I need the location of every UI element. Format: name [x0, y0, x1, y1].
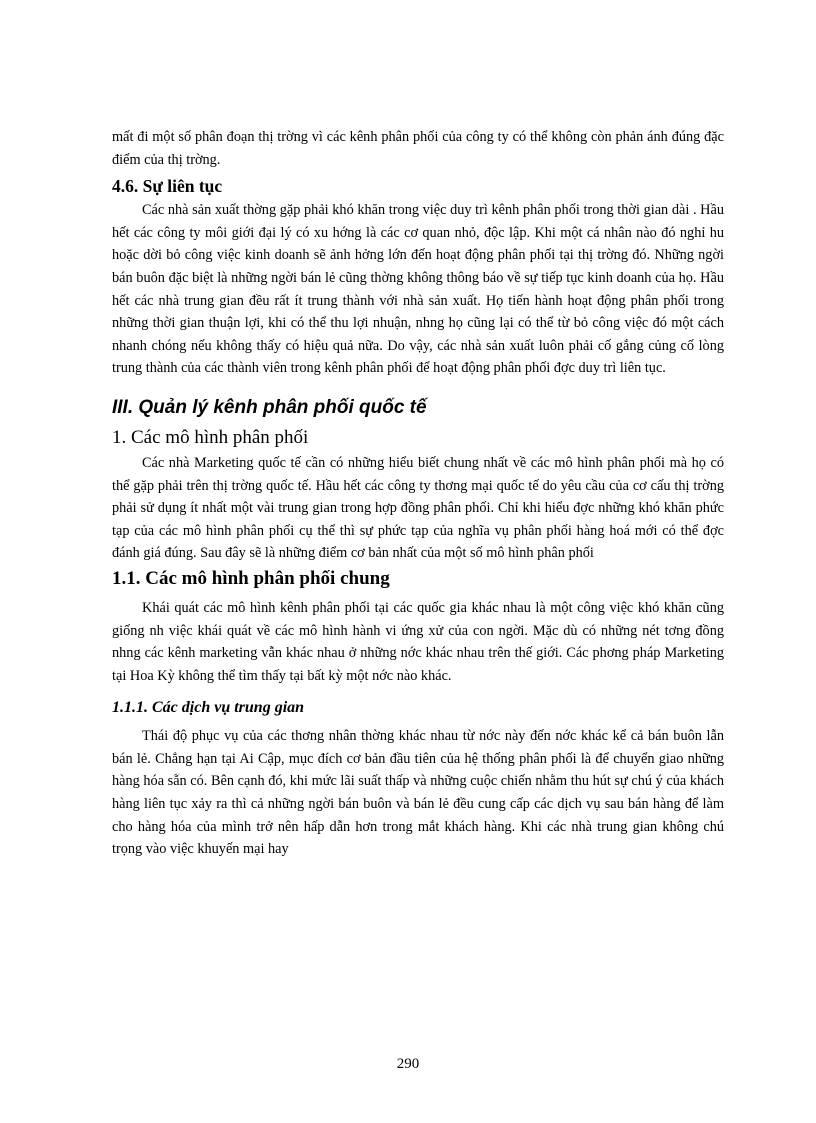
heading-1-1-1: 1.1.1. Các dịch vụ trung gian [112, 699, 305, 717]
heading-1-1: 1.1. Các mô hình phân phối chung [112, 567, 390, 589]
page-number: 290 [396, 1056, 420, 1072]
paragraph-intermediary-services: Thái độ phục vụ của các thơng nhân thờng khác nhau từ nớc này đến nớc khác kể cả bán buôn lẫn bán lẻ. Chẳng hạn tại Ai Cập, mục đích cơ bản đầu tiên của hệ thống phân phối là để chuyển giao những hàng hóa sẵn có. Bên cạnh đó, khi mức lãi suất thấp và những cuộc chiến nhằm thu hút sự chú ý của khách hàng liên tục xảy ra thì cả những ngời bán buôn và bán lẻ đều cung cấp các dịch vụ sau bán hàng để làm cho hàng hóa của mình trở nên hấp dẫn hơn trong mắt khách hàng. Khi các nhà trung gian không chú trọng vào việc khuyến mại hay [112, 728, 724, 858]
heading-1: 1. Các mô hình phân phối [112, 426, 309, 448]
document-body [112, 126, 724, 861]
paragraph-general-models: Khái quát các mô hình kênh phân phối tại các quốc gia khác nhau là một công việc khó khăn cũng giống nh việc khái quát về các mô hình hành vi ứng xử của con ngời. Mặc dù có những nét tơng đồng nhng các kênh marketing vẫn khác nhau ở những nớc khác nhau trên thế giới. Các phơng pháp Marketing tại Hoa Kỳ không thể tìm thấy tại bất kỳ một nớc nào khác. [112, 599, 724, 684]
paragraph-continuation: mất đi một số phân đoạn thị trờng vì các kênh phân phối của công ty có thể không còn phản ánh đúng đặc điểm của thị trờng. [112, 129, 724, 168]
paragraph-continuity: Các nhà sản xuất thờng gặp phải khó khăn trong việc duy trì kênh phân phối trong thời gian dài . Hầu hết các công ty môi giới đại lý có xu hớng là các cơ quan nhỏ, độc lập. Khi một cá nhân nào đó nghỉ hu hoặc dời bỏ công việc kinh doanh sẽ ảnh hởng lớn đến hoạt động phân phối tại thị trờng đó. Những ngời bán buôn đặc biệt là những ngời bán lẻ cũng thờng không thông báo về sự tiếp tục kinh doanh của họ. Hầu hết các nhà trung gian đều rất ít trung thành với nhà sản xuất. Họ tiến hành hoạt động phân phối trong những thời gian thuận lợi, khi có thể thu lợi nhuận, nhng họ cũng lại có thể từ bỏ công việc đó một cách nhanh chóng nếu không thấy có hiệu quả nữa. Do vậy, các nhà sản xuất luôn phải cố gắng củng cố lòng trung thành của các thành viên trong kênh phân phối để hoạt động phân phối đợc duy trì liên tục. [112, 202, 724, 377]
heading-section-iii: III. Quản lý kênh phân phối quốc tế [112, 396, 427, 418]
heading-4-6: 4.6. Sự liên tục [112, 176, 223, 197]
paragraph-distribution-models: Các nhà Marketing quốc tế cần có những hiểu biết chung nhất về các mô hình phân phối mà họ có thể gặp phải trên thị trờng quốc tế. Hầu hết các công ty thơng mại quốc tế do yêu cầu của cơ cấu thị trờng phải sử dụng ít nhất một vài trung gian trong hợp đồng phân phối. Chỉ khi hiểu đợc những khó khăn phức tạp của các mô hình phân phối cụ thể thì sự phức tạp của nghĩa vụ phân phối hàng hoá mới có thể đợc đánh giá đúng. Sau đây sẽ là những điểm cơ bản nhất của một số mô hình phân phối [112, 454, 724, 562]
